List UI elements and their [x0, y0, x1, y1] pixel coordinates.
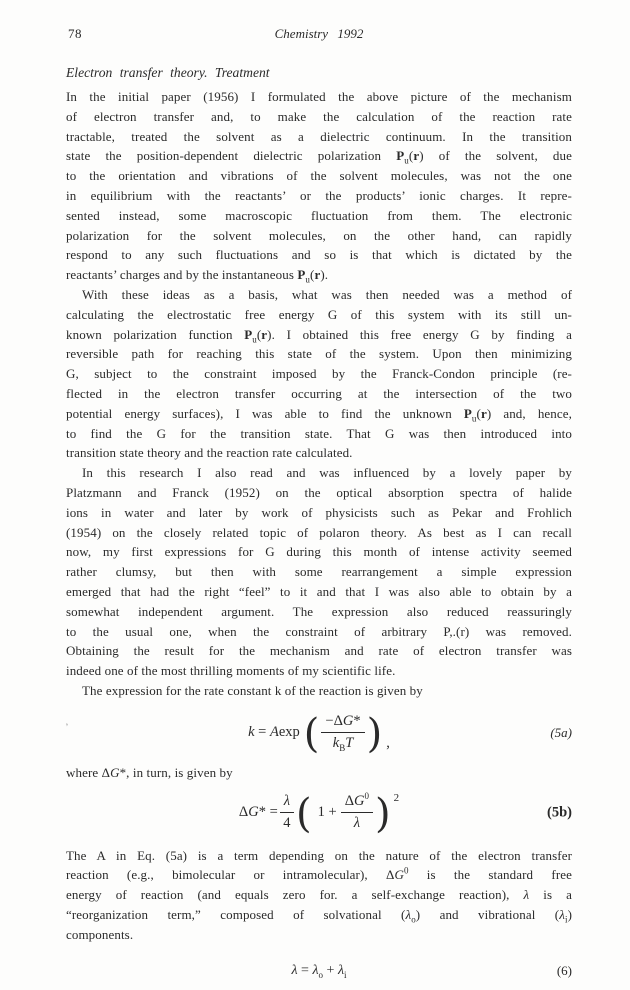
running-head: Chemistry 1992	[274, 26, 364, 41]
equation-5b-exponent: 2	[393, 791, 400, 804]
text-line: sented instead, some macroscopic fluctuation from them. The electronic	[66, 207, 572, 223]
page-number: 78	[68, 26, 82, 41]
equation-6-label: (6)	[556, 963, 572, 979]
text-line: components.	[66, 926, 134, 942]
where-line: where ΔG*, in turn, is given by	[66, 764, 233, 780]
fraction-denominator: λ	[353, 815, 360, 831]
paragraph-5	[66, 846, 572, 945]
equation-5a-label: (5a)	[550, 724, 572, 740]
equation-6-body: $\lambda = \lambda_o + \lambda_i$	[291, 963, 347, 981]
text-line: indeed one of the most thrilling moments of my scientific life.	[66, 663, 396, 679]
text-line: reactants’ charges and by the instantaneous $P_u(r)$.	[66, 267, 329, 285]
paragraph-2	[66, 285, 572, 463]
text-line: reaction (e.g., bimolecular or intramolecular), $\Delta G^0$ is the standard free	[66, 865, 572, 883]
text-line: With these ideas as a basis, what was then needed was a method of	[82, 286, 572, 302]
fraction	[280, 793, 294, 832]
text-line: emerged that had the right “feel” to it and that I was also able to obtain by a	[66, 583, 572, 599]
stray-mark: ’	[64, 721, 71, 733]
text-line: energy of reaction (and equals zero for. a self-exchange reaction), λ is a	[66, 887, 572, 903]
text-line: (1954) on the closely related topic of polaron theory. As best as I can recall	[66, 524, 572, 540]
text-line: to find the G for the transition state. That G was then introduced into	[66, 425, 572, 441]
text-line: known polarization function $P_u(r)$. I obtained this free energy G by finding a	[66, 326, 572, 345]
text-line: calculating the electrostatic free energy G of this system with its still un-	[66, 306, 572, 322]
equation-5a-lhs: k = Aexp	[248, 724, 300, 741]
text-line: to the orientation and vibrations of the solvent molecules, was not the one	[66, 168, 572, 184]
text-line: rather clumsy, but then with some rearrangement a simple expression	[66, 564, 572, 580]
text-line: respond to any such fluctuations and so is that which is dictated by the	[66, 247, 572, 263]
fraction	[321, 713, 364, 752]
text-line: Obtaining the result for the mechanism and rate of electron transfer was	[66, 643, 572, 659]
text-line: in equilibrium with the reactants’ or the products’ ionic charges. It repre-	[66, 187, 572, 203]
text-line: “reorganization term,” composed of solvational $(\lambda_o)$ and vibrational $(\lambda_i)$	[66, 906, 572, 925]
text-line: reversible path for reaching this state of the system. Upon then minimizing	[66, 346, 572, 362]
fraction	[341, 793, 373, 832]
fraction-numerator: $\Delta G^0$	[341, 793, 373, 813]
text-line: to the usual one, when the constraint of arbitrary P,.(r) was removed.	[66, 623, 572, 639]
text-line: now, my first expressions for G during this month of intense activity seemed	[66, 544, 572, 560]
paragraph-3	[66, 463, 572, 681]
section-heading: Electron transfer theory. Treatment	[66, 65, 270, 80]
page-body	[66, 87, 572, 984]
equation-5b-inner: 1 +	[317, 804, 337, 820]
page-header	[66, 26, 572, 44]
equation-5b-label: (5b)	[547, 804, 572, 820]
text-line: The expression for the rate constant k of the reaction is given by	[82, 682, 423, 698]
fraction-denominator: $k_BT$	[332, 735, 354, 754]
text-line: of electron transfer and, to make the calculation of the reaction rate	[66, 108, 572, 124]
paragraph-4	[66, 681, 572, 701]
equation-5b: ΔG* = $\frac{\lambda}{4}$ ( 1 + $\frac{\Delta G^0}{\lambda}$ ) 2 (5b)	[238, 790, 572, 837]
equation-5a-comma: ,	[386, 734, 390, 751]
text-line: state the position-dependent dielectric polarization $P_u(r)$ of the solvent, due	[66, 148, 572, 166]
fraction-denominator: 4	[283, 815, 291, 831]
paragraph-1	[66, 87, 572, 285]
text-line: G, subject to the constraint imposed by the Franck-Condon principle (re-	[66, 366, 572, 382]
equation-5b-lhs: ΔG* =	[238, 804, 278, 820]
text-line: somewhat independent argument. The expression also reduced reassuringly	[66, 603, 572, 619]
text-line: The A in Eq. (5a) is a term depending on the nature of the electron transfer	[66, 847, 572, 863]
text-line: Platzmann and Franck (1952) on the optical absorption spectra of halide	[66, 484, 572, 500]
text-line: ions in water and later by work of physicists such as Pekar and Frohlich	[66, 504, 572, 520]
text-line: transition state theory and the reaction rate calculated.	[66, 445, 353, 461]
text-line: In the initial paper (1956) I formulated the above picture of the mechanism	[66, 89, 572, 104]
text-line: tractable, treated the solvent as a dielectric continuum. In the transition	[66, 128, 572, 144]
text-line: In this research I also read and was influenced by a lovely paper by	[82, 465, 572, 481]
text-line: flected in the electron transfer occurring at the intersection of the two	[66, 385, 572, 401]
fraction-numerator: −ΔG*	[321, 713, 364, 733]
text-line: potential energy surfaces), I was able to find the unknown $P_u(r)$ and, hence,	[66, 405, 572, 424]
fraction-numerator: λ	[280, 793, 294, 813]
equation-5a: ’ k = Aexp ( $\frac{-\Delta G*}{k_BT}$ ) , (5a)	[64, 710, 572, 757]
text-line: polarization for the solvent molecules, on the other hand, can rapidly	[66, 227, 572, 243]
equation-6	[66, 958, 572, 984]
